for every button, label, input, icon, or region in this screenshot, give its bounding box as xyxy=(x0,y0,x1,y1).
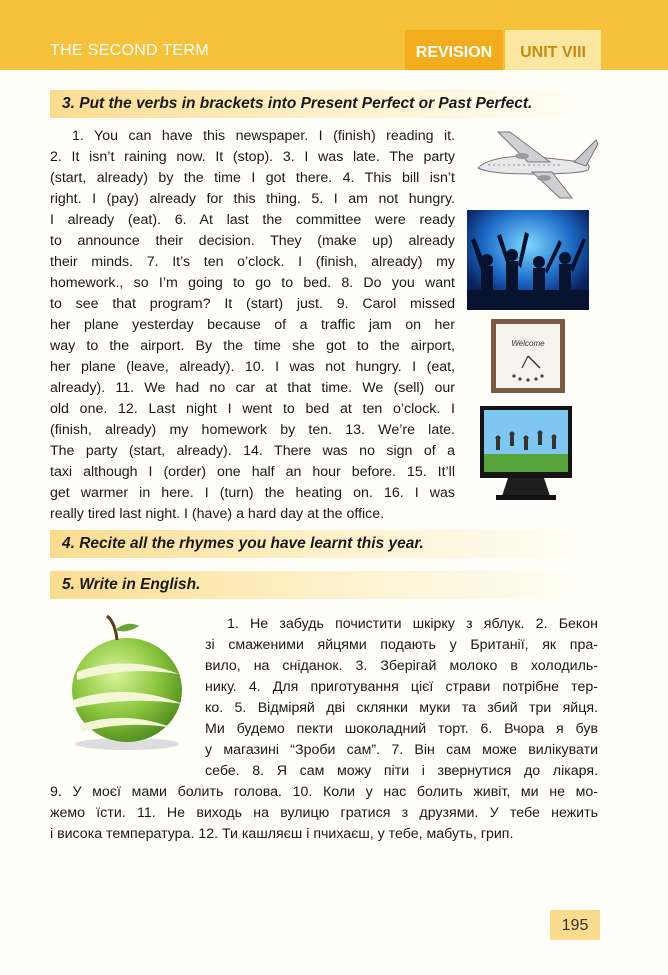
exercise-4-title: 4. Recite all the rhymes you have learnt this year. xyxy=(62,535,424,552)
exercise-4-title-bar xyxy=(50,530,598,558)
ex3-line: 2. It isn’t raining now. It (stop). 3. I was late. The party xyxy=(50,149,455,165)
ex5-line: 9. У моєї мами болить голова. 10. Коли у нас болить живіт, ми не мо- xyxy=(50,784,598,800)
ex3-line: their minds. 7. It’s ten o’clock. I (finish, already) my xyxy=(50,254,455,270)
page-number: 195 xyxy=(561,917,589,934)
page-header xyxy=(0,0,668,70)
ex5-line: 1. Не забудь почистити шкірку з яблук. 2. Бекон xyxy=(227,616,598,632)
ex3-line: already). 11. We had no car at that time. We (sell) our xyxy=(50,380,455,396)
term-label: THE SECOND TERM xyxy=(50,42,209,59)
ex3-line: to see that program? It (start) just. 9. Carol missed xyxy=(50,296,455,312)
clock-brand-text: Welcome xyxy=(511,339,545,348)
ex3-line: right. I (pay) already for this thing. 5. I am not hungry. xyxy=(50,191,455,207)
ex5-line: зі смаженими яйцями подають у Британії, як пра- xyxy=(205,637,598,653)
revision-tab: REVISION xyxy=(405,30,503,70)
ex5-line: у магазині “Зроби сам”. 7. Він сам може вилікувати xyxy=(205,742,598,758)
ex3-line: I already (eat). 6. At last the committee were ready xyxy=(50,212,455,228)
ex5-line: Ми будемо пекти шоколадний торт. 6. Вчора я був xyxy=(205,721,598,737)
exercise-5-title: 5. Write in English. xyxy=(62,576,201,593)
ex3-line: old one. 12. Last night I went to bed at ten o’clock. I xyxy=(50,401,455,417)
ex3-line: to announce their decision. They (make up) already xyxy=(50,233,455,249)
ex3-line: (start, already) by the time I got there. 4. This bill isn’t xyxy=(50,170,455,186)
ex3-line: way to the airport. By the time she got to the airport, xyxy=(50,338,455,354)
ex5-line: вило, на сніданок. 3. Зберігай молоко в холодиль- xyxy=(205,658,598,674)
ex5-line: і висока температура. 12. Ти кашляєш і пчихаєш, у тебе, мабуть, грип. xyxy=(50,826,514,842)
airplane-image xyxy=(470,126,600,201)
exercise-3-title-bar xyxy=(50,90,598,118)
party-crowd-image xyxy=(467,210,589,310)
ex3-line: (finish, already) my homework by ten. 13. We’re late. xyxy=(50,422,455,438)
ex5-line: жемо їсти. 11. Не виходь на вулицю гратися з друзями. У тебе нежить xyxy=(50,805,598,821)
ex3-line: taxi although I (order) one half an hour before. 15. It’ll xyxy=(50,464,455,480)
ex3-line: homework., so I’m going to go to bed. 8. Do you want xyxy=(50,275,455,291)
ex3-line: get warmer in here. I (turn) the heating on. 16. I was xyxy=(50,485,455,501)
ex5-line: ко. 5. Відміряй дві склянки муки та збий три яйця. xyxy=(205,700,598,716)
tv-image xyxy=(478,404,574,502)
ex3-line: her plane yesterday because of a traffic jam on her xyxy=(50,317,455,333)
ex3-line: The party (start, already). 14. There was no sign of a xyxy=(50,443,455,459)
ex3-line: really tired last night. I (have) a hard day at the office. xyxy=(50,506,385,522)
peeled-apple-image xyxy=(55,612,205,752)
ex5-line: нику. 4. Для приготування цієї страви потрібне тер- xyxy=(205,679,598,695)
ex3-line: her plane (leave, already). 10. I was not hungry. I (eat, xyxy=(50,359,455,375)
page-number-box xyxy=(550,910,600,940)
unit-tab: UNIT VIII xyxy=(505,30,601,70)
ex5-line: себе. 8. Я сам можу піти і звернутися до лікаря. xyxy=(205,763,598,779)
exercise-5-title-bar xyxy=(50,571,598,599)
wall-clock-image xyxy=(490,318,566,394)
exercise-3-title: 3. Put the verbs in brackets into Present Perfect or Past Perfect. xyxy=(62,95,533,112)
ex3-line: 1. You can have this newspaper. I (finish) reading it. xyxy=(72,128,455,144)
